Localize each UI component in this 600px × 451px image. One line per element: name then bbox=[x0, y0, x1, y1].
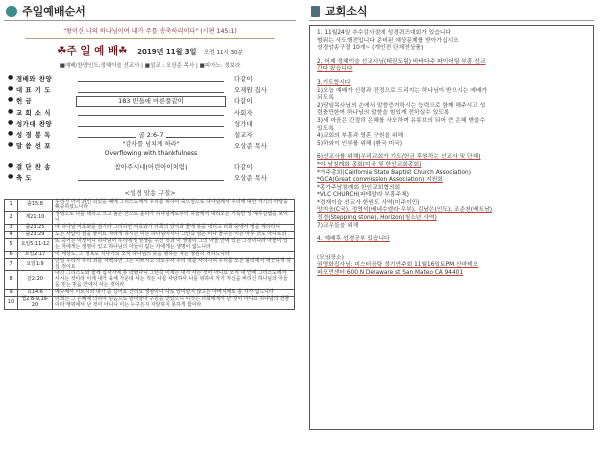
news-line: 성경암송구절 10개~ (개인전 단체전상품) bbox=[317, 45, 424, 52]
news-line: 2. 어제 정혜이슬 선교사님(태권도팀) 바바다주 파이어팅 부흥 선교 bbox=[317, 58, 486, 65]
order-label: 성 경 봉 독 bbox=[16, 130, 51, 139]
scripture-reference: 골 2:6-7 bbox=[136, 131, 167, 139]
church-news-title: 교회소식 bbox=[325, 5, 368, 18]
news-line: 7)교우들을 위해 bbox=[317, 222, 359, 229]
bullet-icon: ● bbox=[8, 118, 14, 126]
order-label: 축 도 bbox=[16, 174, 33, 183]
service-time: 오전 11시 30분 bbox=[204, 50, 243, 56]
order-row bbox=[8, 74, 296, 85]
verse-text: 네 하나님 여호와를 섬기라 그리하면 여호와가 너희의 양식과 물에 복을 내리고 너희 중에서 병을 제하리니 bbox=[53, 225, 295, 232]
news-line: 5)하와이 인부를 위해 (환국 미국) bbox=[317, 140, 403, 147]
verse-reference: 갈2:20 bbox=[18, 271, 53, 290]
news-line: 퍼포먼센터 600 N Delaware st San Mateo CA 94401 bbox=[317, 270, 464, 277]
news-line: (모임장소) bbox=[317, 254, 344, 261]
verse-number: 6 bbox=[5, 251, 18, 258]
news-line: *VLC CHURCH(파테말라 부흥주체) bbox=[317, 192, 409, 199]
verse-number: 1 bbox=[5, 199, 18, 212]
sermon-title-korean: "감사를 넘치게 하라" bbox=[122, 141, 180, 149]
order-label: 교 회 소 식 bbox=[16, 108, 51, 117]
news-line: *가주총회(California State Baptist Church Association) bbox=[317, 169, 471, 176]
verse-text: 우리가 아직 죄인 되었을 때에 그리스도께서 우리를 위하여 죽으심으로 하나님께서 우리에 대한 자기의 사랑을 확증하셨느니라 bbox=[53, 199, 295, 212]
order-leader: 사회자 bbox=[234, 108, 253, 117]
verse-text: 내가 그리스도와 함께 십자가에 못 박혔나니 그런즉 이제는 내가 사는 것이 아니요 오직 내 안에 그리스도께서 사시는 것이라 이제 내가 육체 가운데 사는 것은 나를 사랑하사 나를 위하여 자기 자신을 버리신 하나님의 아들을 믿는 믿음 안에서 사는 것이라 bbox=[53, 271, 295, 290]
service-name: ☘주 일 예 배☘ bbox=[57, 45, 128, 57]
sermon-title-english: Overflowing with thankfulness bbox=[104, 149, 198, 157]
verse-text: 또 증거는 이것이니 하나님이 우리에게 영생을 주신 것과 이 생명이 그의 아들 안에 있는 그것이니라 아들이 있는 자에게는 생명이 있고 하나님의 아들이 없는 자에게는 생명이 없느니라 bbox=[53, 238, 295, 251]
verse-reference: 요일1:9 bbox=[18, 258, 53, 271]
order-label: 경배와 찬양 bbox=[16, 75, 53, 83]
order-label: 대 표 기 도 bbox=[16, 86, 51, 95]
news-line: 되도록 bbox=[317, 95, 334, 102]
bullet-icon: ● bbox=[8, 129, 14, 137]
news-line: 4. 예배후 성경공부 있습니다 bbox=[317, 236, 390, 243]
document-icon bbox=[311, 6, 320, 17]
order-label: 말 씀 선 포 bbox=[16, 142, 51, 151]
verse-text: 도는 사람이 심을 뿐이요 자라게 하시는 이는 하나님이시니 그런즉 심는 이나 물주는 이는 아무 것도 아니로되 bbox=[53, 232, 295, 239]
news-line: *정재이슬 선교사 한원도 사역(미주이민) bbox=[317, 199, 420, 206]
news-line: 정경(Stepping stone), Horizon(청소년 사역) bbox=[317, 215, 437, 222]
bullet-icon: ● bbox=[8, 85, 14, 93]
news-line: *GCA(Great commission Association) 지원회 bbox=[317, 177, 443, 184]
order-row bbox=[8, 108, 296, 119]
news-line: 6)선교사를 위해(우리교회가 기도/헌금 후원하는 선교사 및 단체) bbox=[317, 154, 481, 161]
verse-reference: 출23:25 bbox=[18, 225, 53, 232]
order-leader: 오상준 목사 bbox=[234, 174, 267, 183]
memory-verse-table bbox=[4, 199, 295, 310]
order-leader: 오상준 목사 bbox=[234, 142, 267, 151]
order-row bbox=[8, 119, 296, 130]
verse-number: 8 bbox=[5, 271, 18, 290]
verse-number: 4 bbox=[5, 232, 18, 239]
order-leader: 오재원 집사 bbox=[234, 86, 267, 95]
sermon-title bbox=[68, 141, 234, 158]
service-title bbox=[4, 43, 296, 58]
news-line: 3.기도합시다 bbox=[317, 79, 351, 86]
order-leader: 다같이 bbox=[234, 97, 253, 106]
news-line: 양지웅(C국), 정영석(베네수엘라·우부), 김남은(인도), 조준천(베트남) bbox=[317, 207, 493, 214]
circle-icon bbox=[6, 6, 17, 17]
service-leaders: ■예배/찬양인도:정혜이슬 선교사 | ■설교 : 오상준 목사 | ■피아노: 정보라 bbox=[59, 63, 241, 69]
verse-reference: 요일2:17 bbox=[18, 251, 53, 258]
table-row bbox=[5, 199, 295, 212]
news-line: 있도록 bbox=[317, 125, 334, 132]
order-row bbox=[8, 162, 296, 173]
news-line: 1)오늘 예배가 신령과 진정으로 드리지는 하나님이 받으시는 예배가 bbox=[317, 87, 488, 94]
worship-order-title: 주일예배순서 bbox=[22, 5, 86, 18]
news-line: 범위는 사도행전입니다 준비된 예상문제를 받아가십시오 bbox=[317, 37, 459, 44]
bullet-icon: ● bbox=[8, 173, 14, 181]
news-line: 4)교회의 부흥과 영혼 구원을 위해 bbox=[317, 133, 404, 140]
bullet-icon: ● bbox=[8, 141, 14, 149]
news-item bbox=[317, 59, 587, 74]
news-line: 3)새 마음은 간절히 은혜를 사모하며 유튜브의 되어 큰 은혜 받을수 bbox=[317, 117, 486, 124]
verse-text: 성령으로 나를 데리고 크고 높은 산으로 올라가 하나님께로부터 하늘에서 내려오는 거룩한 성 예루살렘을 보이니 bbox=[53, 212, 295, 225]
verse-reference: 계21:10 bbox=[18, 212, 53, 225]
news-item bbox=[317, 255, 587, 278]
order-leader: 성가대 bbox=[234, 119, 253, 128]
divider bbox=[25, 38, 275, 39]
verse-number: 5 bbox=[5, 238, 18, 251]
order-leader: 설교자 bbox=[234, 130, 253, 139]
verse-reference: 요일5:11-12 bbox=[18, 238, 53, 251]
order-row bbox=[8, 141, 296, 162]
verse-reference: 엡2:8-9,19-20 bbox=[18, 297, 53, 310]
news-line: 령충만한여 하나님의 말씀을 힘있게 전하실수 있도록 bbox=[317, 110, 450, 117]
verse-reference: 출23:29 bbox=[18, 232, 53, 239]
verse-number: 2 bbox=[5, 212, 18, 225]
news-item bbox=[317, 80, 587, 148]
table-row bbox=[5, 271, 295, 290]
order-label: 헌 금 bbox=[16, 97, 33, 106]
table-row bbox=[5, 238, 295, 251]
verse-number: 7 bbox=[5, 258, 18, 271]
worship-order-header bbox=[4, 2, 296, 21]
verse-number: 10 bbox=[5, 297, 18, 310]
table-row bbox=[5, 297, 295, 310]
verse-text: 이 세상도, 그 정욕도 지나가되 오직 하나님의 뜻을 행하는 자는 영원히 거하느니라 bbox=[53, 251, 295, 258]
bullet-icon: ● bbox=[8, 107, 14, 115]
theme-verse: "왕이신 나의 하나님이여 내가 주를 송축하리이다" (시편 145:1) bbox=[63, 28, 237, 35]
order-row bbox=[8, 96, 296, 107]
order-label: 성가대 찬양 bbox=[16, 119, 53, 128]
table-row bbox=[5, 212, 295, 225]
verse-reference: 출15:8 bbox=[18, 199, 53, 212]
news-line: 1. 11월24일 추수감사절에 성경퀴즈대회가 있습니다 bbox=[317, 30, 452, 36]
verse-number: 9 bbox=[5, 290, 18, 297]
order-leader: 다같이 bbox=[234, 75, 253, 83]
order-leader: 다같이 bbox=[234, 163, 253, 172]
verse-text: 예수께서 이르시되 내가 곧 길이요 진리요 생명이니 나로 말미암지 않고는 아버지께로 올 자가 없느니라 bbox=[53, 290, 295, 297]
church-news-column bbox=[303, 0, 600, 451]
church-news-header bbox=[309, 2, 594, 21]
news-line: 2)담임목사님의 손에서 말씀증거하시는 능력으로 함께 해주시고 성 bbox=[317, 102, 486, 109]
order-row bbox=[8, 130, 296, 141]
verse-number: 3 bbox=[5, 225, 18, 232]
bullet-icon: ● bbox=[8, 96, 14, 104]
order-list bbox=[8, 74, 296, 185]
news-item bbox=[317, 30, 587, 53]
memory-verse-heading: <성경 암송 구절> bbox=[124, 189, 176, 197]
verse-text: 만일 우리가 우리 죄를 자백하면 그는 미쁘시고 의로우사 우리 죄를 사하시며 우리를 모든 불의에서 깨끗하게 하실 것이요 bbox=[53, 258, 295, 271]
order-row bbox=[8, 173, 296, 184]
offering-hymn: 183 빈들에 마른풀같이 bbox=[76, 96, 226, 107]
bullet-icon: ● bbox=[8, 162, 14, 170]
news-line: *총가주남침례회 한인교회협의회 bbox=[317, 184, 401, 191]
news-line: 권영화집사님: 미스터곰탕 정기연주회 11월16일토PM 산마테오 bbox=[317, 262, 479, 269]
bullet-icon: ● bbox=[8, 74, 14, 81]
service-date: 2019년 11월 3일 bbox=[137, 48, 197, 56]
news-item bbox=[317, 236, 587, 244]
order-line bbox=[68, 130, 234, 139]
news-line: *이 남침례회 총회(미국 및 한인교회총회) bbox=[317, 161, 422, 168]
news-line: 간다 왔습니다 bbox=[317, 66, 353, 73]
order-label: 결 단 찬 송 bbox=[16, 163, 51, 172]
verse-reference: 요14:6 bbox=[18, 290, 53, 297]
verse-text: 너희는 그 은혜에 의하여 믿음으로 말미암아 구원을 받았으니 이것은 너희에게서 난 것이 아니요 하나님의 선물이라 행위에서 난 것이 아니니 이는 누구든지 자랑하지 못하게 함이라 bbox=[53, 297, 295, 310]
news-item bbox=[317, 154, 587, 230]
closing-hymn: 참아주시네(어린아이처럼) bbox=[114, 163, 188, 172]
church-news-box bbox=[309, 25, 594, 430]
order-row bbox=[8, 85, 296, 96]
